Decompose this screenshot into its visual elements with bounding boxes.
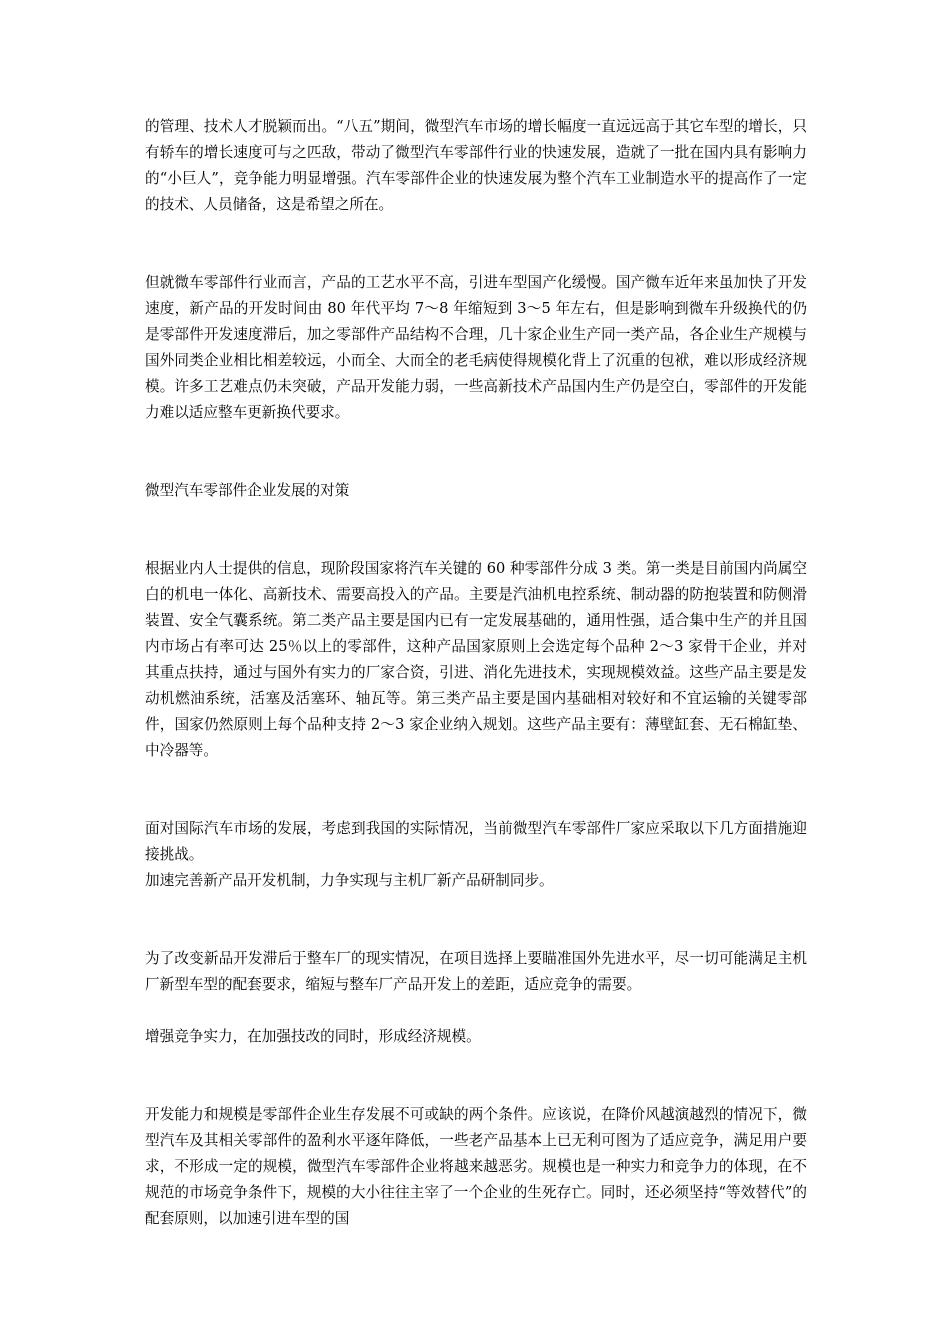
paragraph-scale-capability: 开发能力和规模是零部件企业生存发展不可或缺的两个条件。应该说，在降价风越演越烈的情况下，微型汽车及其相关零部件的盈利水平逐年降低，一些老产品基本上已无利可图为了适应竞争，满足用户要求，不形成一定的规模，微型汽车零部件企业将越来越恶劣。规模也是一种实力和竞争力的体现，在不规范的市场竞争条件下，规模的大小往往主宰了一个企业的生死存亡。同时，还必须坚持“等效替代”的配套原则，以加速引进车型的国 — [145, 1106, 807, 1227]
paragraph-development-gap: 为了改变新品开发滞后于整车厂的现实情况，在项目选择上要瞄准国外先进水平，尽一切可能满足主机厂新型车型的配套要求，缩短与整车厂产品开发上的差距，适应竞争的需要。 — [145, 950, 807, 993]
paragraph-industry-problems: 但就微车零部件行业而言，产品的工艺水平不高，引进车型国产化缓慢。国产微车近年来虽加快了开发速度，新产品的开发时间由 80 年代平均 7～8 年缩短到 3～5 年左右，但是影响到微车升级换代的仍是零部件开发速度滞后，加之零部件产品结构不合理，几十家企业生产同一类产品，各企业生产规模与国外同类企业相比相差较远，小而全、大而全的老毛病使得规模化背上了沉重的包袱，难以形成经济规模。许多工艺难点仍未突破，产品开发能力弱，一些高新技术产品国内生产仍是空白，零部件的开发能力难以适应整车更新换代要求。 — [145, 274, 807, 421]
item-heading-competitiveness: 增强竞争实力，在加强技改的同时，形成经济规模。 — [145, 1028, 481, 1045]
paragraph-talent-growth: 的管理、技术人才脱颖而出。“八五”期间，微型汽车市场的增长幅度一直远远高于其它车型的增长，只有轿车的增长速度可与之匹敌，带动了微型汽车零部件行业的快速发展，造就了一批在国内具有影响力的“小巨人”，竞争能力明显增强。汽车零部件企业的快速发展为整个汽车工业制造水平的提高作了一定的技术、人员储备，这是希望之所在。 — [145, 118, 807, 213]
section-heading-strategies: 微型汽车零部件企业发展的对策 — [145, 482, 350, 499]
item-heading-product-development: 加速完善新产品开发机制，力争实现与主机厂新产品研制同步。 — [145, 872, 554, 889]
paragraph-parts-classification: 根据业内人士提供的信息，现阶段国家将汽车关键的 60 种零部件分成 3 类。第一类是目前国内尚属空白的机电一体化、高新技术、需要高投入的产品。主要是汽油机电控系统、制动器的防抱装置和防侧滑装置、安全气囊系统。第二类产品主要是国内已有一定发展基础的，通用性强，适合集中生产的并且国内市场占有率可达 25％以上的零部件，这种产品国家原则上会选定每个品种 2～3 家骨干企业，并对其重点扶持，通过与国外有实力的厂家合资，引进、消化先进技术，实现规模效益。这些产品主要是发动机燃油系统，活塞及活塞环、轴瓦等。第三类产品主要是国内基础相对较好和不宜运输的关键零部件，国家仍然原则上每个品种支持 2～3 家企业纳入规划。这些产品主要有：薄壁缸套、无石棉缸垫、中冷器等。 — [145, 560, 807, 759]
paragraph-measures-intro: 面对国际汽车市场的发展，考虑到我国的实际情况，当前微型汽车零部件厂家应采取以下几方面措施迎接挑战。 — [145, 820, 807, 863]
